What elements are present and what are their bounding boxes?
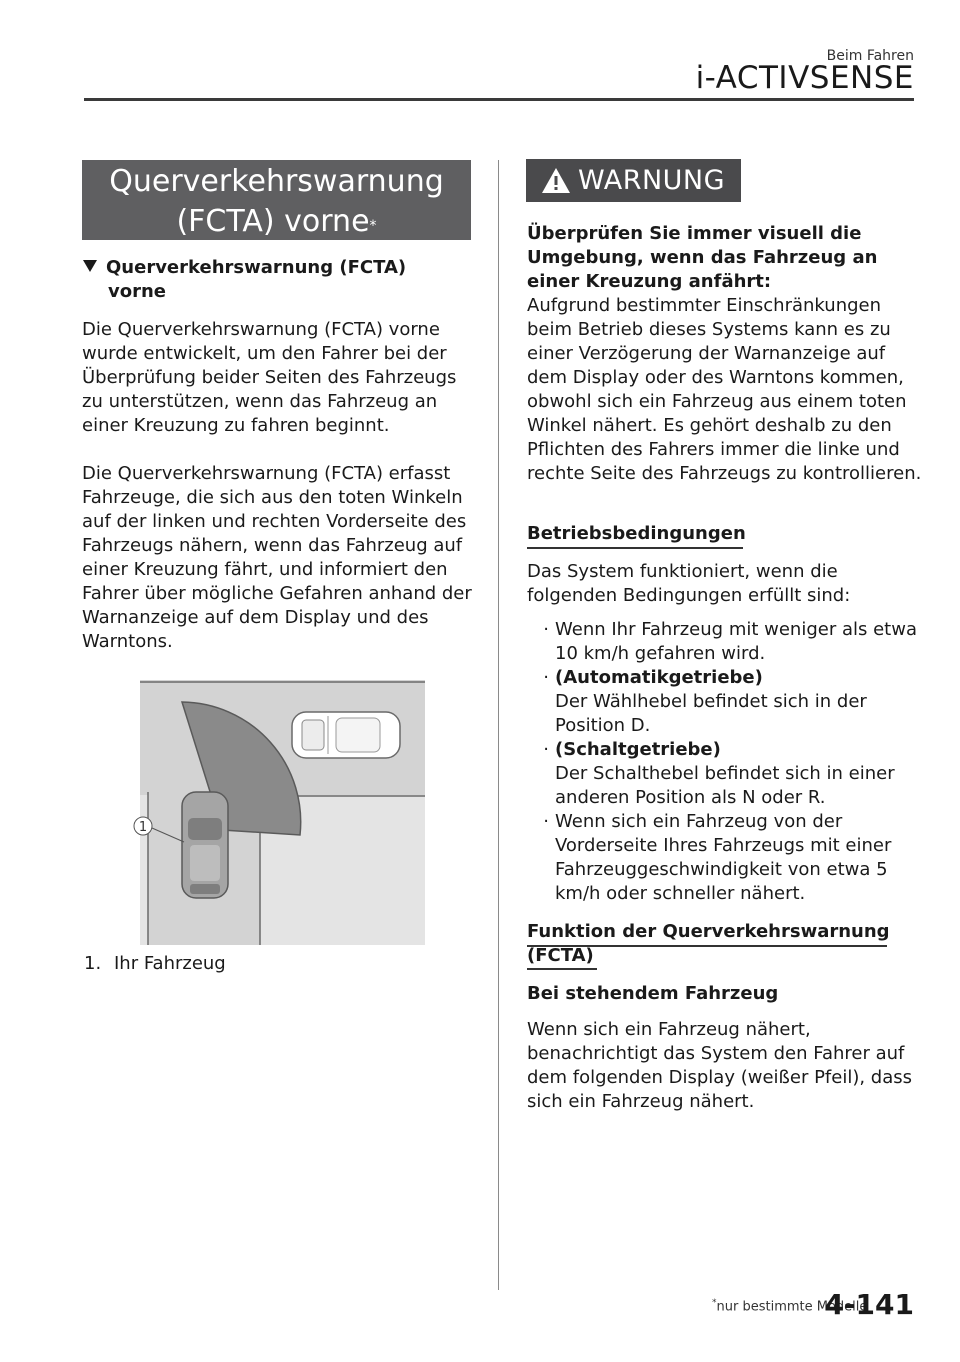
function-subheading: Bei stehendem Fahrzeug — [527, 983, 779, 1004]
subheading-line-2: vorne — [108, 281, 166, 302]
callout-number: 1 — [138, 820, 148, 835]
page-number: 4-141 — [824, 1288, 914, 1321]
caption-text: Ihr Fahrzeug — [114, 953, 226, 974]
intersection-illustration — [140, 680, 425, 945]
conditions-heading: Betriebsbedingungen — [527, 523, 746, 544]
list-item-text: Der Wählhebel befindet sich in der Position D. — [555, 691, 867, 736]
triangle-down-icon — [82, 256, 106, 280]
title-line-1: Querverkehrswarnung — [109, 164, 444, 199]
model-marker: * — [369, 218, 377, 234]
list-item — [527, 738, 922, 810]
function-heading-line-1: Funktion der Querverkehrswarnung — [527, 921, 890, 942]
list-item — [527, 666, 922, 738]
section-label: Beim Fahren — [826, 48, 914, 64]
list-item-text: Der Schalthebel befindet sich in einer anderen Position als N oder R. — [555, 763, 895, 808]
detection-paragraph: Die Querverkehrswarnung (FCTA) erfasst Fahrzeuge, die sich aus den toten Winkeln auf der linken und rechten Vorderseite des Fahrzeugs nähern, wenn das Fahrzeug auf einer Kreuzung fährt, und informiert den Fahrer über mögliche Gefahren anhand der Warnanzeige auf dem Display und des Warntons. — [82, 463, 472, 652]
function-text: Wenn sich ein Fahrzeug nähert, benachrichtigt das System den Fahrer auf dem folgenden Display (weißer Pfeil), dass sich ein Fahrzeug nähert. — [527, 1019, 913, 1112]
title-line-2 — [82, 202, 471, 242]
conditions-list — [527, 618, 922, 906]
figure-caption — [84, 952, 226, 976]
warning-text: Aufgrund bestimmter Einschränkungen beim Betrieb dieses Systems kann es zu einer Verzögerung der Warnanzeige auf dem Display oder des Warntons kommen, obwohl sich ein Fahrzeug aus einem toten Winkel nähert. Es gehört deshalb zu den Pflichten des Fahrers immer die linke und rechte Seite des Fahrzeugs zu kontrollieren. — [527, 295, 922, 484]
bullet-dot: · — [543, 619, 549, 640]
function-heading-underline-2 — [527, 968, 597, 970]
subheading-line-1: Querverkehrswarnung (FCTA) — [106, 257, 407, 278]
list-item-bold: (Schaltgetriebe) — [555, 739, 721, 760]
bullet-dot: · — [543, 811, 549, 832]
footnote-text: nur bestimmte Modelle — [716, 1299, 868, 1315]
list-item — [527, 810, 922, 906]
list-item-text: Wenn Ihr Fahrzeug mit weniger als etwa 10 km/h gefahren wird. — [555, 619, 917, 664]
warning-bold-text: Überprüfen Sie immer visuell die Umgebung, wenn das Fahrzeug an einer Kreuzung anfährt: — [527, 223, 878, 292]
list-item — [527, 618, 922, 666]
warning-triangle-icon — [536, 159, 576, 202]
bullet-dot: · — [543, 739, 549, 760]
approaching-car-icon — [292, 712, 400, 758]
warning-label: WARNUNG — [578, 165, 726, 196]
caption-number: 1. — [84, 953, 102, 974]
warning-badge — [526, 159, 741, 202]
footnote-marker: * — [712, 1298, 717, 1308]
own-car-icon — [182, 792, 228, 898]
chapter-title: i-ACTIVSENSE — [695, 60, 914, 96]
page-title — [82, 160, 471, 240]
section-subheading — [82, 256, 482, 304]
conditions-intro: Das System funktioniert, wenn die folgenden Bedingungen erfüllt sind: — [527, 561, 851, 606]
list-item-text: Wenn sich ein Fahrzeug von der Vorderseite Ihres Fahrzeugs mit einer Fahrzeuggeschwindigkeit von etwa 5 km/h oder schneller nähert. — [555, 811, 892, 904]
column-divider — [498, 160, 499, 1290]
header-rule — [84, 98, 914, 101]
function-heading-line-2: (FCTA) — [527, 945, 594, 966]
bullet-dot: · — [543, 667, 549, 688]
conditions-heading-underline — [527, 547, 743, 549]
list-item-bold: (Automatikgetriebe) — [555, 667, 763, 688]
title-line-2-text: (FCTA) vorne — [176, 204, 370, 239]
intro-paragraph: Die Querverkehrswarnung (FCTA) vorne wurde entwickelt, um den Fahrer bei der Überprüfung beider Seiten des Fahrzeugs zu unterstützen, wenn das Fahrzeug an einer Kreuzung zu fahren beginnt. — [82, 319, 457, 436]
